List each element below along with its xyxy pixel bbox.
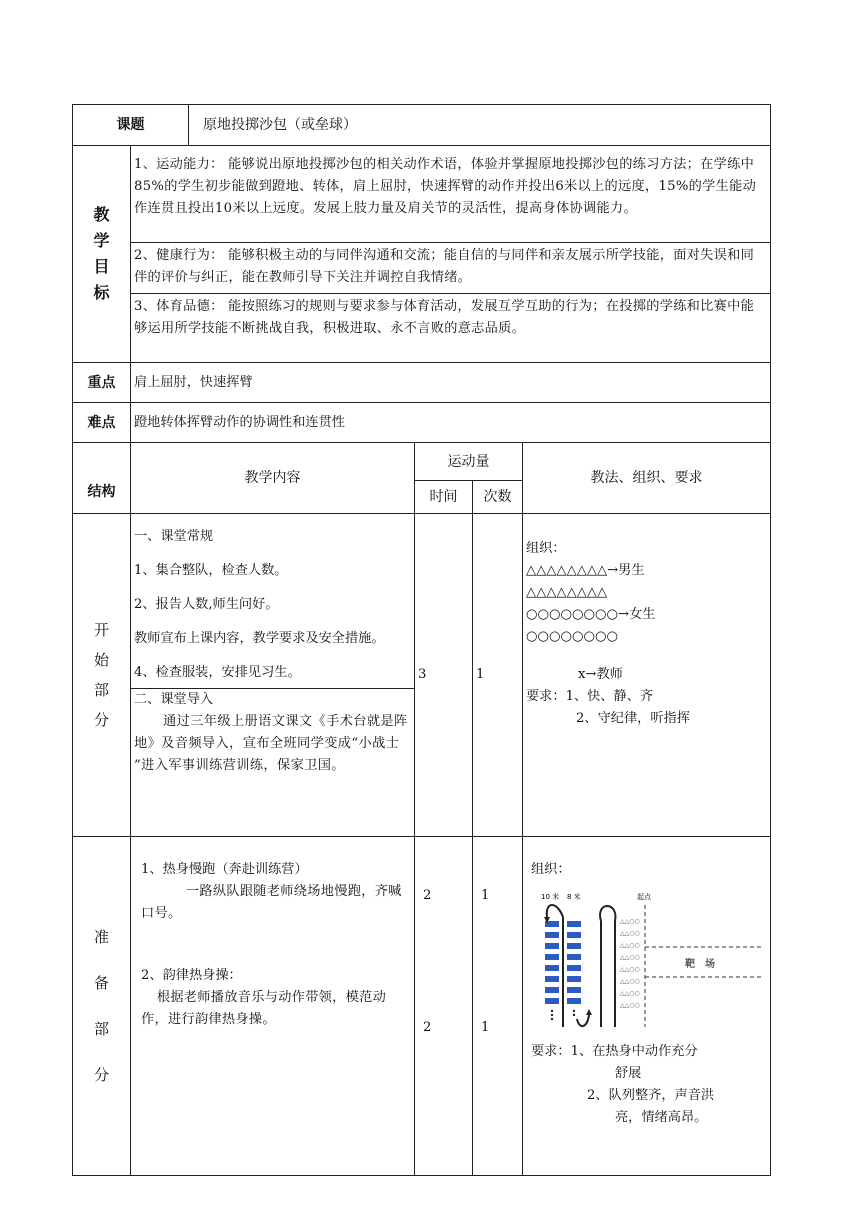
formation-row-girls: ○○○○○○○○→女生 [526, 607, 656, 622]
svg-text:△△○○: △△○○ [620, 918, 640, 925]
prep-requirement-2: 2、队列整齐，声音洪 [587, 1088, 715, 1103]
count-header: 次数 [473, 481, 523, 514]
prep-requirement-2-cont: 亮，情绪高昂。 [615, 1110, 708, 1125]
prep-count: 1 1 [473, 837, 523, 1176]
svg-text:△△○○: △△○○ [620, 954, 640, 961]
svg-text:△△○○: △△○○ [620, 1002, 640, 1009]
field-diagram [535, 887, 765, 1037]
start-method [523, 514, 771, 837]
title-label: 课题 [73, 105, 189, 146]
prep-requirement-1-cont: 舒展 [615, 1066, 642, 1081]
formation-row: ○○○○○○○○ [526, 629, 619, 644]
rhythm-exercise-title: 2、韵律热身操： [141, 968, 242, 983]
routine-item: 教师宣布上课内容，教学要求及安全措施。 [134, 631, 385, 646]
start-requirement-1: 要求：1、快、静、齐 [526, 689, 654, 704]
marker-column-8m [567, 921, 581, 1004]
marker-column-10m [545, 921, 559, 1004]
student-rows [620, 918, 640, 1009]
prep-time: 2 2 [415, 837, 473, 1176]
teacher-marker: x→教师 [578, 667, 623, 682]
objective-morality: 3、体育品德： 能按照练习的规则与要求参与体育活动，发展互学互助的行为；在投掷的学练和比赛中能够运用所学技能不断挑战自我，积极进取、永不言败的意志品质。 [131, 294, 771, 363]
lesson-plan-table [72, 104, 771, 1176]
rhythm-exercise-text: 根据老师播放音乐与动作带领，模范动作，进行韵律热身操。 [141, 990, 387, 1027]
start-time: 3 [415, 514, 473, 837]
svg-text:△△○○: △△○○ [620, 942, 640, 949]
formation-row-boys: △△△△△△△△→男生 [526, 563, 645, 578]
label-start: 起点 [637, 893, 651, 901]
svg-text:△△○○: △△○○ [620, 990, 640, 997]
objective-health: 2、健康行为： 能够积极主动的与同伴沟通和交流；能自信的与同伴和亲友展示所学技能，面对失误和同伴的评价与纠正，能在教师引导下关注并调控自我情绪。 [131, 243, 771, 294]
warmup-run-text: 一路纵队跟随老师绕场地慢跑，齐喊口号。 [141, 884, 402, 921]
org-label: 组织： [531, 862, 571, 877]
label-8m: 8 米 [567, 893, 581, 901]
intro-text: 通过三年级上册语文课文《手术台就是阵地》及音频导入，宣布全班同学变成“小战士 ”进入军事训练营训练，保家卫国。 [134, 714, 408, 773]
start-section-label: 开 始 部 分 [73, 514, 131, 837]
objective-motor: 1、运动能力： 能够说出原地投掷沙包的相关动作术语，体验并掌握原地投掷沙包的练习方法；在学练中85%的学生初步能做到蹬地、转体，肩上屈肘，快速挥臂的动作并投出6米以上的远度，15%的学生能动作连贯且投出10米以上远度。发展上肢力量及肩关节的灵活性，提高身体协调能力。 [131, 146, 771, 243]
start-section-content [131, 514, 415, 837]
intro-title: 二、课堂导入 [134, 692, 214, 707]
difficulty-label: 难点 [73, 403, 131, 443]
warmup-run-title: 1、热身慢跑（奔赴训练营） [141, 862, 308, 877]
range-label: 靶 场 [685, 959, 715, 970]
formation-row: △△△△△△△△ [526, 585, 608, 600]
prep-section-content [131, 837, 415, 1176]
svg-text:△△○○: △△○○ [620, 978, 640, 985]
time-header: 时间 [415, 481, 473, 514]
load-header: 运动量 [415, 443, 523, 481]
start-count: 1 [473, 514, 523, 837]
svg-text:△△○○: △△○○ [620, 966, 640, 973]
prep-method [523, 837, 771, 1176]
routine-item: 1、集合整队，检查人数。 [134, 563, 288, 578]
routine-item: 2、报告人数,师生问好。 [134, 597, 279, 612]
lesson-title: 原地投掷沙包（或垒球） [189, 105, 771, 146]
label-10m: 10 米 [541, 893, 560, 901]
method-header: 教法、组织、要求 [523, 443, 771, 514]
key-point-label: 重点 [73, 363, 131, 403]
start-requirement-2: 2、守纪律，听指挥 [576, 711, 690, 726]
routine-title: 一、课堂常规 [134, 529, 214, 544]
prep-section-label: 准 备 部 分 [73, 837, 131, 1176]
difficulty-value: 蹬地转体挥臂动作的协调性和连贯性 [131, 403, 771, 443]
objectives-label: 教 学 目 标 [73, 146, 131, 363]
req-label: 要求： [526, 689, 566, 704]
intro-block [131, 688, 414, 777]
routine-item: 4、检查服装，安排见习生。 [134, 665, 301, 680]
key-point-value: 肩上屈肘，快速挥臂 [131, 363, 771, 403]
org-label: 组织： [526, 541, 566, 556]
svg-text:△△○○: △△○○ [620, 930, 640, 937]
prep-requirement-1: 要求：1、在热身中动作充分 [531, 1044, 698, 1059]
structure-header: 结构 [73, 443, 131, 514]
content-header: 教学内容 [131, 443, 415, 514]
